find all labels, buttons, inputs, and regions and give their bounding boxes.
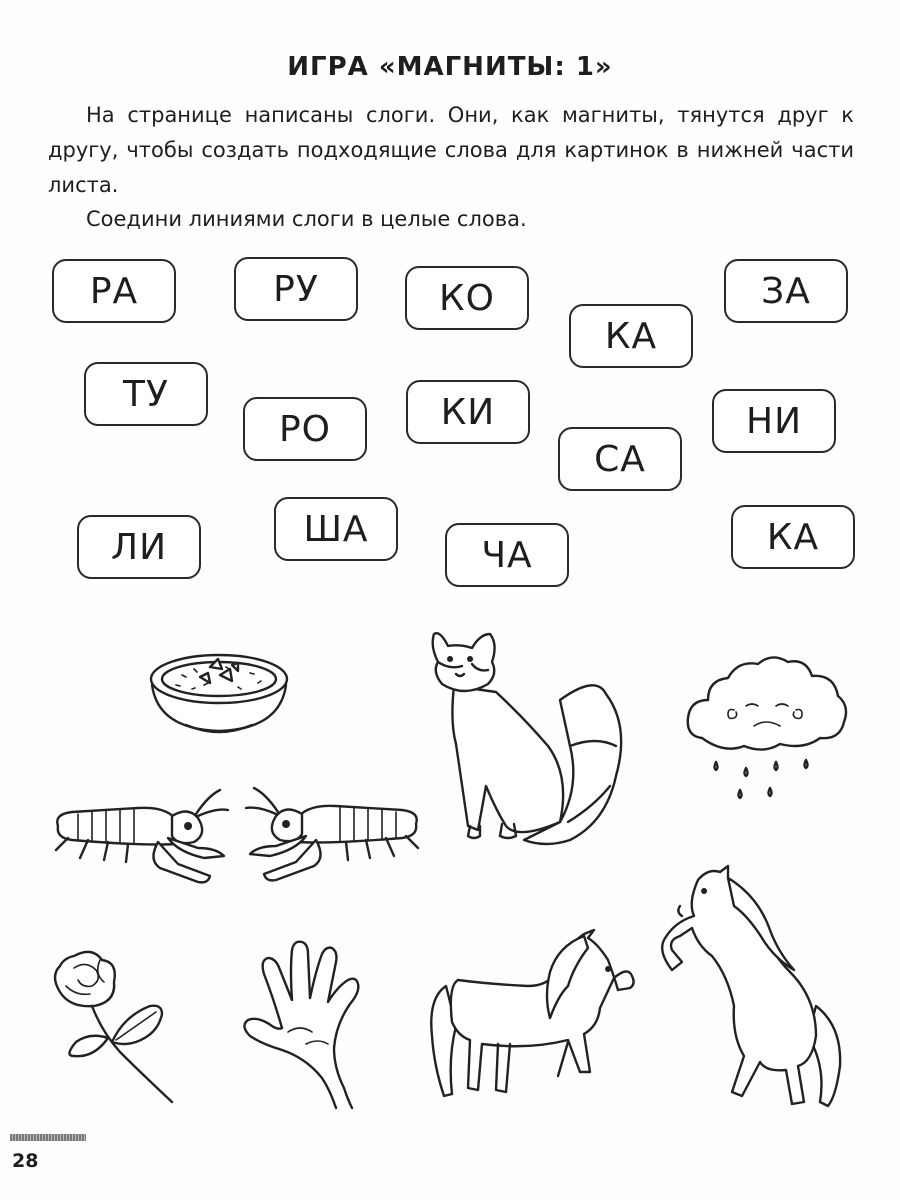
fox-picture (420, 626, 634, 848)
porridge-bowl-icon (146, 645, 292, 737)
syllable-card[interactable]: КИ (406, 380, 530, 444)
rose-icon (46, 946, 170, 1106)
syllable-card[interactable]: НИ (712, 389, 836, 453)
instructions-paragraph: На странице написаны слоги. Они, как магниты, тянутся друг к другу, чтобы создать подходящие слова для картинок в нижней части листа. (48, 103, 854, 197)
task-paragraph: Соедини линиями слоги в целые слова. (86, 207, 527, 231)
rain-cloud-icon (684, 650, 850, 808)
syllable-card[interactable]: ЧА (445, 523, 569, 587)
crayfish-icon (48, 786, 234, 890)
syllable-card[interactable]: КА (731, 505, 855, 569)
horse-picture (418, 926, 642, 1104)
crayfish-picture (240, 784, 420, 888)
syllable-card[interactable]: РО (243, 397, 367, 461)
fox-icon (420, 626, 634, 848)
syllable-card[interactable]: КА (569, 304, 693, 368)
rearing-horse-icon (658, 866, 848, 1110)
crayfish-icon (240, 784, 420, 888)
page-number: 28 (12, 1150, 39, 1172)
crayfish-picture (48, 786, 234, 890)
horse-icon (418, 926, 642, 1104)
hand-icon (236, 940, 372, 1110)
rearing-horse-picture (658, 866, 848, 1110)
rain-cloud-picture (684, 650, 850, 808)
syllable-card[interactable]: ТУ (84, 362, 208, 426)
syllable-card[interactable]: РА (52, 259, 176, 323)
rose-picture (46, 946, 170, 1106)
syllable-card[interactable]: ЗА (724, 259, 848, 323)
syllable-card[interactable]: ЛИ (77, 515, 201, 579)
page-number-bar (10, 1134, 86, 1141)
page-title: ИГРА «МАГНИТЫ: 1» (287, 52, 613, 82)
porridge-bowl-picture (146, 645, 292, 737)
syllable-card[interactable]: ША (274, 497, 398, 561)
syllable-card[interactable]: КО (405, 266, 529, 330)
syllable-card[interactable]: РУ (234, 257, 358, 321)
syllable-card[interactable]: СА (558, 427, 682, 491)
hand-picture (236, 940, 372, 1110)
